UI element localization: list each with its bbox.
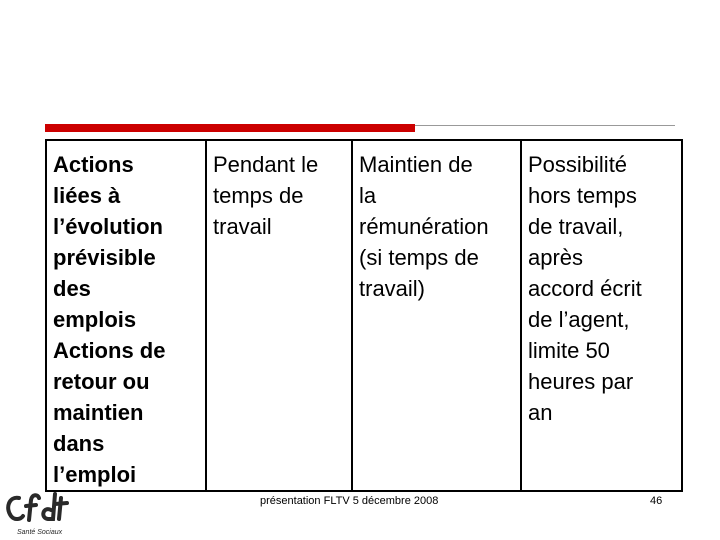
cell-text-line: Actions de — [53, 338, 166, 363]
cell-text-line: heures par — [528, 369, 634, 394]
cell-text-line: (si temps de — [359, 245, 479, 270]
page-number: 46 — [650, 495, 663, 507]
cell-text-line: l’évolution — [53, 214, 163, 239]
title-underline-accent — [45, 124, 415, 132]
cfdt-logo-mark — [8, 494, 67, 520]
cell-text-line: travail — [213, 214, 272, 239]
table-cell-remuneration — [352, 140, 521, 491]
cell-text-line: liées à — [53, 183, 121, 208]
cell-text-line: hors temps — [528, 183, 637, 208]
cell-text-line: temps de — [213, 183, 304, 208]
table-row — [46, 140, 682, 491]
title-underline-rule — [415, 125, 675, 126]
cell-text-line: Maintien de — [359, 152, 473, 177]
cell-text-line: Pendant le — [213, 152, 319, 177]
cell-text-line: l’emploi — [53, 462, 137, 487]
cfdt-logo-tagline: Santé Sociaux — [17, 529, 63, 536]
cell-text-line: travail) — [359, 276, 426, 301]
table-cell-timing — [206, 140, 352, 491]
cell-text-line: Possibilité — [528, 152, 628, 177]
cell-text-line: maintien — [53, 400, 144, 425]
cell-text-line: Actions — [53, 152, 134, 177]
cell-text-line: des — [53, 276, 91, 301]
cell-text-line: la — [359, 183, 377, 208]
cell-text-line: rémunération — [359, 214, 489, 239]
table-cell-actions — [46, 140, 206, 491]
cell-text-line: dans — [53, 431, 105, 456]
cfdt-logo — [3, 486, 71, 538]
cell-text-line: de l’agent, — [528, 307, 630, 332]
table-cell-possibility — [521, 140, 682, 491]
cell-text-line: prévisible — [53, 245, 156, 270]
cell-text-line: limite 50 — [528, 338, 610, 363]
cell-text-line: emplois — [53, 307, 137, 332]
cell-text-line: après — [528, 245, 584, 270]
cell-text-line: accord écrit — [528, 276, 642, 301]
content-table — [45, 139, 683, 492]
footer-presentation-text: présentation FLTV 5 décembre 2008 — [260, 495, 439, 507]
cell-text-line: retour ou — [53, 369, 150, 394]
cell-text-line: de travail, — [528, 214, 624, 239]
cell-text-line: an — [528, 400, 553, 425]
